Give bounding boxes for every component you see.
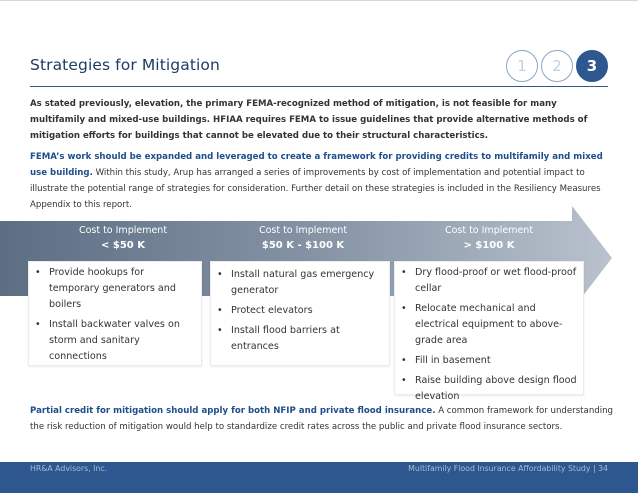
- cost-label: Cost to Implement: [258, 225, 348, 236]
- list-item: • Provide hookups for temporary generators and boilers: [33, 265, 197, 313]
- title-divider: [30, 86, 608, 87]
- list-item: • Dry flood-proof or wet flood-proof cellar: [399, 265, 577, 297]
- cost-header-low: [38, 224, 208, 254]
- footer-page-info: Multifamily Flood Insurance Affordability Study | 34: [408, 464, 608, 473]
- list-item: • Protect elevators: [215, 303, 385, 319]
- step-indicator: [506, 50, 608, 82]
- list-item: • Install backwater valves on storm and sanitary connections: [33, 317, 197, 365]
- strategy-column-mid: [210, 261, 390, 366]
- closing-highlight: Partial credit for mitigation should apply for both NFIP and private flood insurance.: [30, 406, 436, 416]
- list-item: • Install natural gas emergency generator: [215, 267, 385, 299]
- cost-header-mid: [218, 224, 388, 254]
- step-1[interactable]: 1: [506, 50, 538, 82]
- page-title: Strategies for Mitigation: [30, 56, 220, 74]
- cost-label: Cost to Implement: [78, 225, 168, 236]
- intro-paragraph: As stated previously, elevation, the primary FEMA-recognized method of mitigation, is not feasible for many multifamily and mixed-use buildings. HFIAA requires FEMA to issue guidelines that provide alternative methods of mitigation efforts for buildings that cannot be elevated due to their structural characteristics.: [30, 99, 588, 141]
- list-item: • Install flood barriers at entrances: [215, 323, 385, 355]
- cost-value: > $100 K: [463, 240, 515, 251]
- closing-body: A common framework for understanding the risk reduction of mitigation would help to standardize credit rates across the public and private flood insurance sectors.: [30, 406, 614, 432]
- closing-paragraph: [30, 404, 614, 435]
- cost-label: Cost to Implement: [444, 225, 534, 236]
- framework-highlight: FEMA’s work should be expanded and leveraged to create a framework for providing credits to multifamily and mixed use building.: [30, 152, 603, 178]
- cost-value: < $50 K: [101, 240, 145, 251]
- cost-value: $50 K - $100 K: [261, 240, 345, 251]
- cost-header-high: [404, 224, 574, 254]
- strategy-column-high: [394, 261, 584, 402]
- framework-paragraph: [30, 149, 614, 213]
- step-2[interactable]: 2: [541, 50, 573, 82]
- list-item: • Relocate mechanical and electrical equipment to above-grade area: [399, 301, 577, 349]
- list-item: • Raise building above design flood elevation: [399, 373, 577, 405]
- step-3-active[interactable]: 3: [576, 50, 608, 82]
- framework-body: Within this study, Arup has arranged a series of improvements by cost of implementation and potential impact to illustrate the potential range of strategies for consideration. Further detail on these strategies is included in the Resiliency Measures Appendix to this report.: [30, 168, 601, 210]
- footer-company: HR&A Advisors, Inc.: [30, 464, 108, 473]
- top-rule: [0, 0, 638, 1]
- strategy-column-low: [28, 261, 202, 366]
- list-item: • Fill in basement: [399, 353, 577, 369]
- footer-divider: [0, 459, 638, 462]
